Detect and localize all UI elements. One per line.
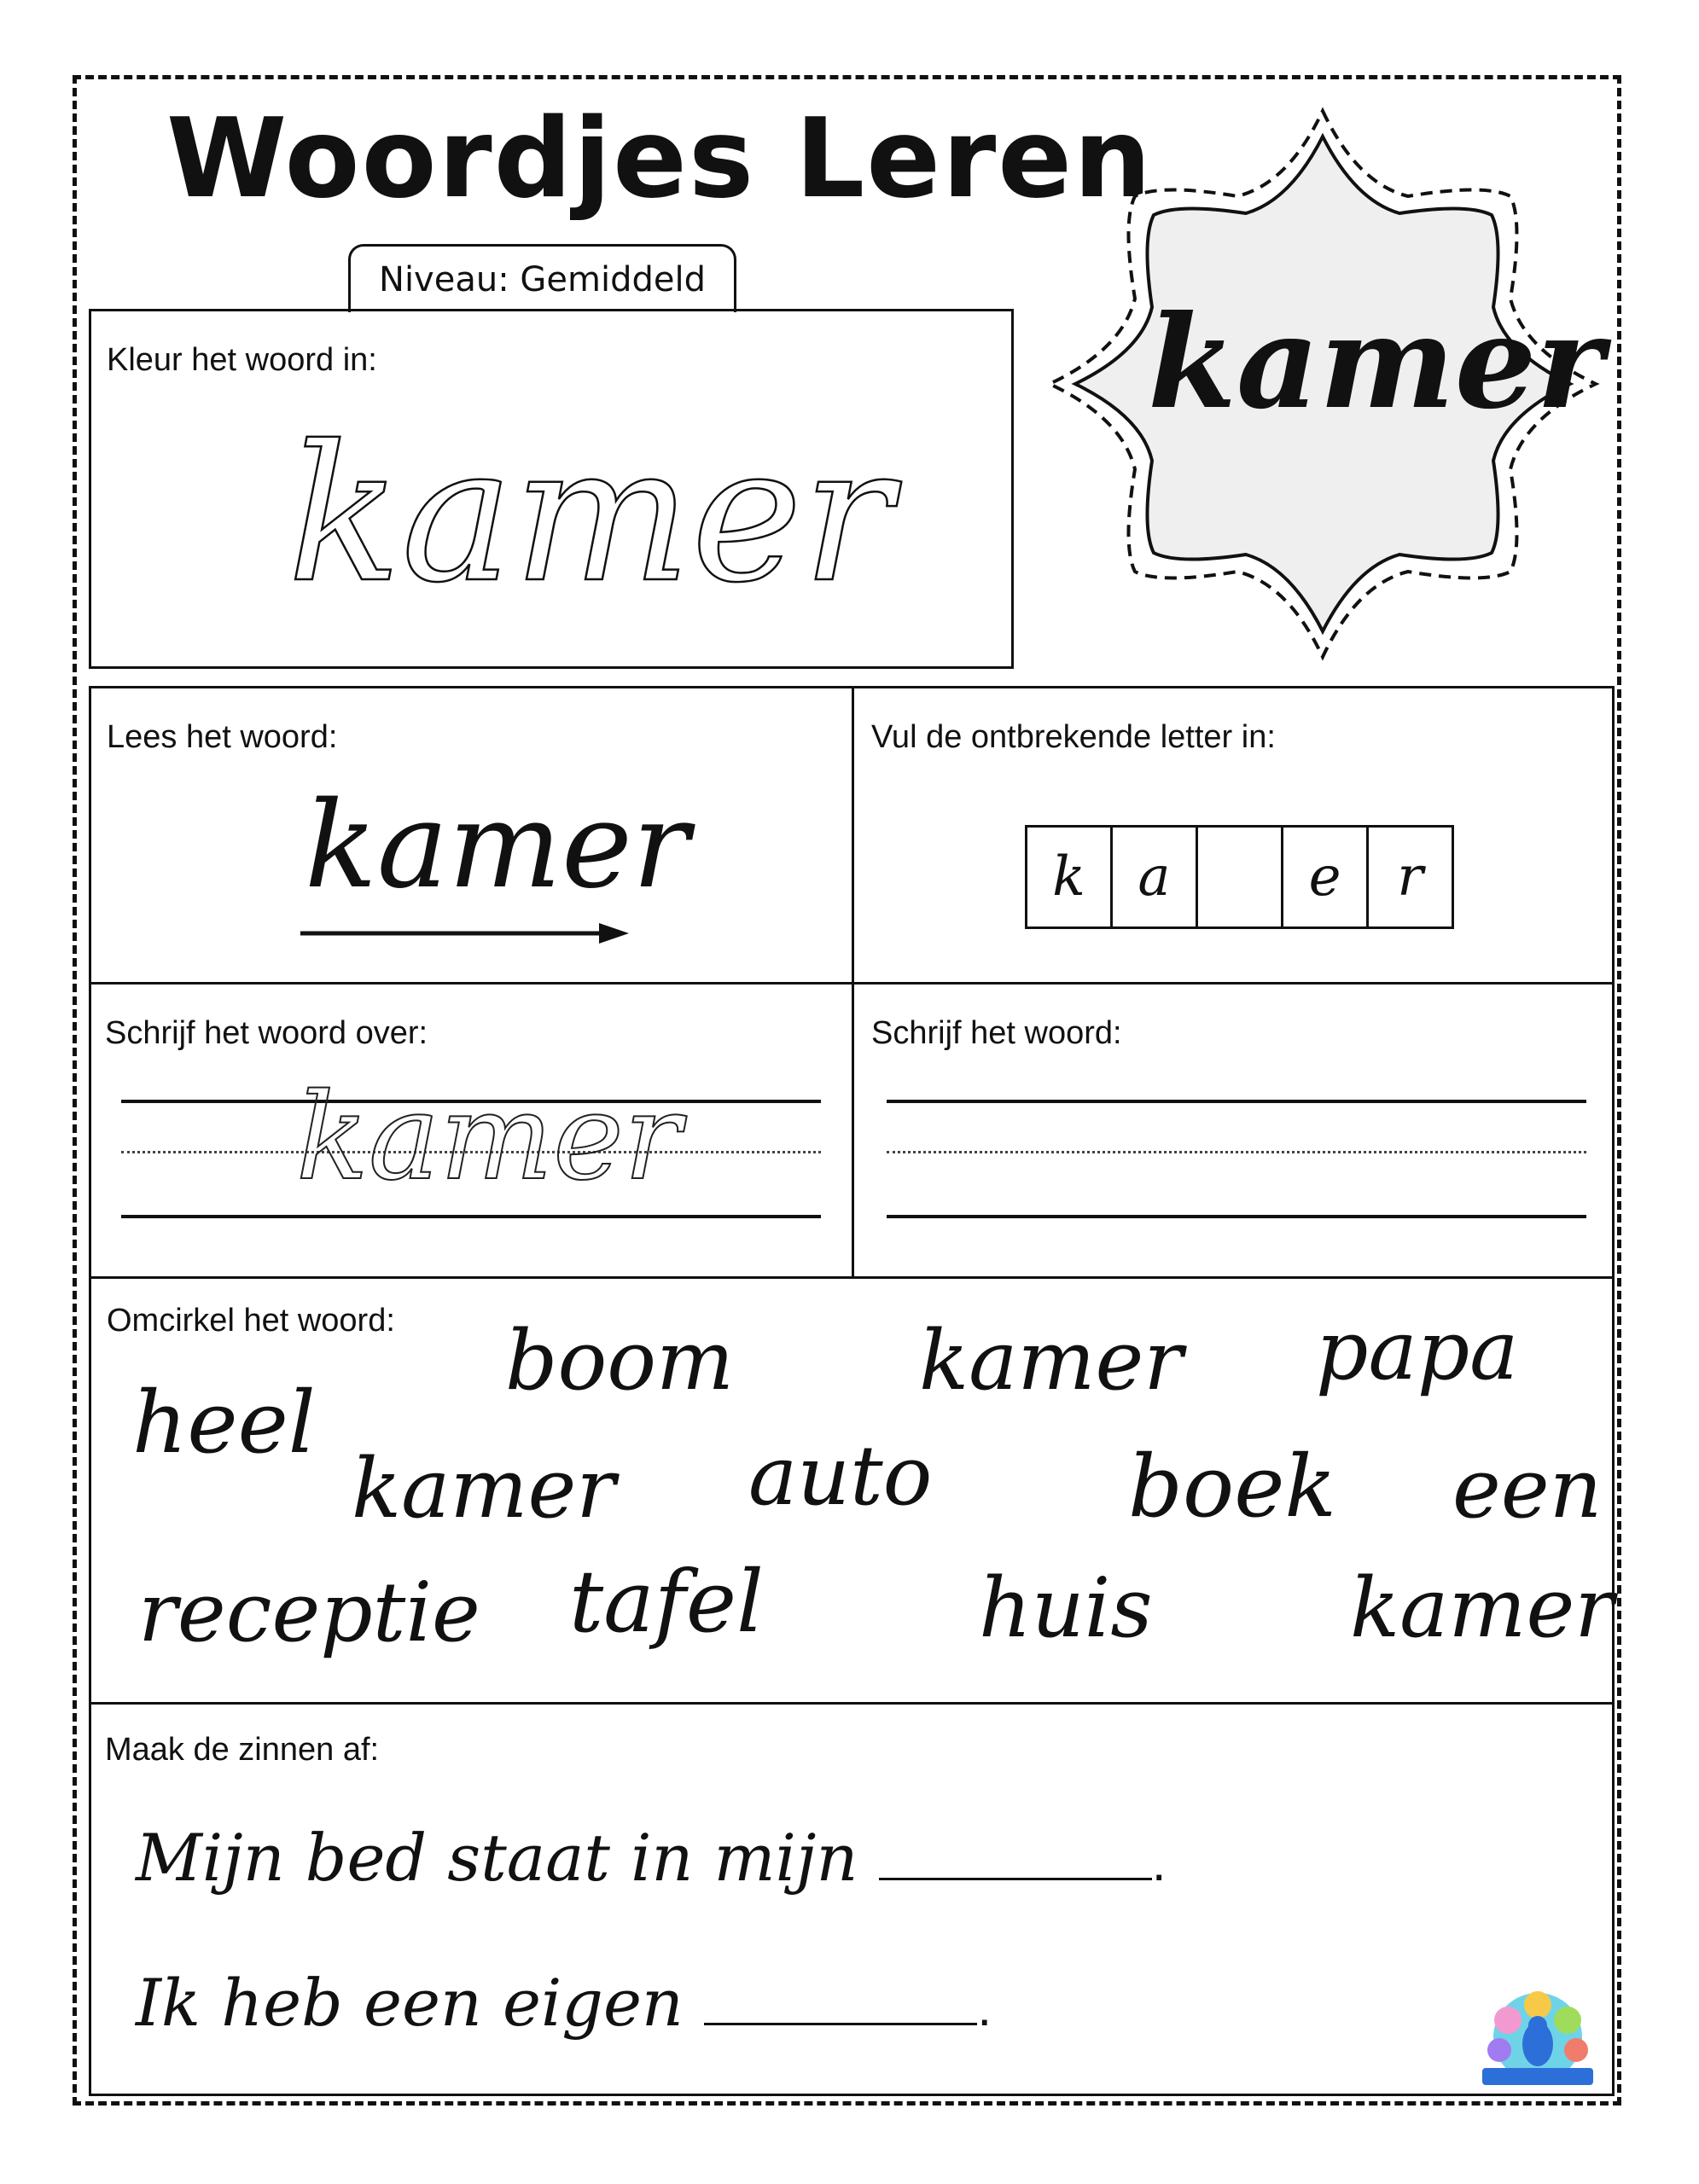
- circle-word-boom[interactable]: boom: [505, 1313, 735, 1409]
- circle-section: [89, 1276, 1615, 1705]
- star-word: kamer: [1148, 288, 1604, 438]
- letter-box-5: r: [1366, 825, 1454, 929]
- circle-word-papa[interactable]: papa: [1316, 1303, 1519, 1398]
- sentence-2-text: Ik heb een eigen: [136, 1965, 684, 2041]
- outline-word: kamer: [288, 405, 893, 624]
- copy-label: Schrijf het woord over:: [105, 1015, 428, 1051]
- sentence-2-end: .: [977, 1979, 992, 2036]
- circle-word-huis[interactable]: huis: [979, 1560, 1153, 1656]
- dotted-trace-word: kamer: [296, 1068, 681, 1207]
- sentence-2-blank[interactable]: [704, 2023, 977, 2025]
- write-label: Schrijf het woord:: [871, 1015, 1122, 1051]
- fill-missing-section: [852, 686, 1615, 985]
- letter-box-4: e: [1281, 825, 1369, 929]
- copy-base-line: [121, 1215, 821, 1218]
- sentence-1: [136, 1820, 1167, 1896]
- circle-word-kamer-2[interactable]: kamer: [352, 1441, 616, 1536]
- letter-box-missing[interactable]: [1196, 825, 1283, 929]
- letter-boxes: [1025, 825, 1454, 929]
- circle-word-kamer-3[interactable]: kamer: [1350, 1560, 1615, 1656]
- read-section: [89, 686, 854, 985]
- circle-word-kamer-1[interactable]: kamer: [919, 1313, 1184, 1409]
- letter-box-2: a: [1110, 825, 1198, 929]
- circle-word-heel[interactable]: heel: [132, 1373, 316, 1472]
- sentence-1-text: Mijn bed staat in mijn: [136, 1820, 858, 1896]
- sentence-1-end: .: [1151, 1834, 1167, 1891]
- circle-label: Omcirkel het woord:: [107, 1303, 395, 1339]
- sentence-1-blank[interactable]: [879, 1878, 1152, 1880]
- sentence-2: [136, 1965, 992, 2041]
- write-top-line: [887, 1100, 1586, 1103]
- color-in-label: Kleur het woord in:: [107, 342, 377, 378]
- sentences-section: [89, 1702, 1615, 2096]
- circle-word-tafel[interactable]: tafel: [569, 1552, 764, 1652]
- sentences-label: Maak de zinnen af:: [105, 1732, 380, 1768]
- read-word: kamer: [305, 776, 689, 915]
- copy-section: [89, 982, 854, 1279]
- circle-word-auto[interactable]: auto: [748, 1428, 933, 1524]
- color-in-section: [89, 309, 1014, 669]
- reading-arrow: [300, 921, 633, 946]
- read-label: Lees het woord:: [107, 719, 338, 755]
- letter-box-1: k: [1025, 825, 1113, 929]
- write-section: [852, 982, 1615, 1279]
- write-base-line: [887, 1215, 1586, 1218]
- fill-missing-label: Vul de ontbrekende letter in:: [871, 719, 1276, 755]
- peacock-logo-icon: [1474, 1986, 1602, 2088]
- circle-word-receptie[interactable]: receptie: [138, 1565, 480, 1660]
- level-tab: Niveau: Gemiddeld: [348, 244, 736, 312]
- circle-word-boek[interactable]: boek: [1128, 1437, 1336, 1536]
- circle-word-een[interactable]: een: [1452, 1441, 1603, 1536]
- page-title: Woordjes Leren: [166, 96, 1154, 223]
- write-mid-line: [887, 1151, 1586, 1153]
